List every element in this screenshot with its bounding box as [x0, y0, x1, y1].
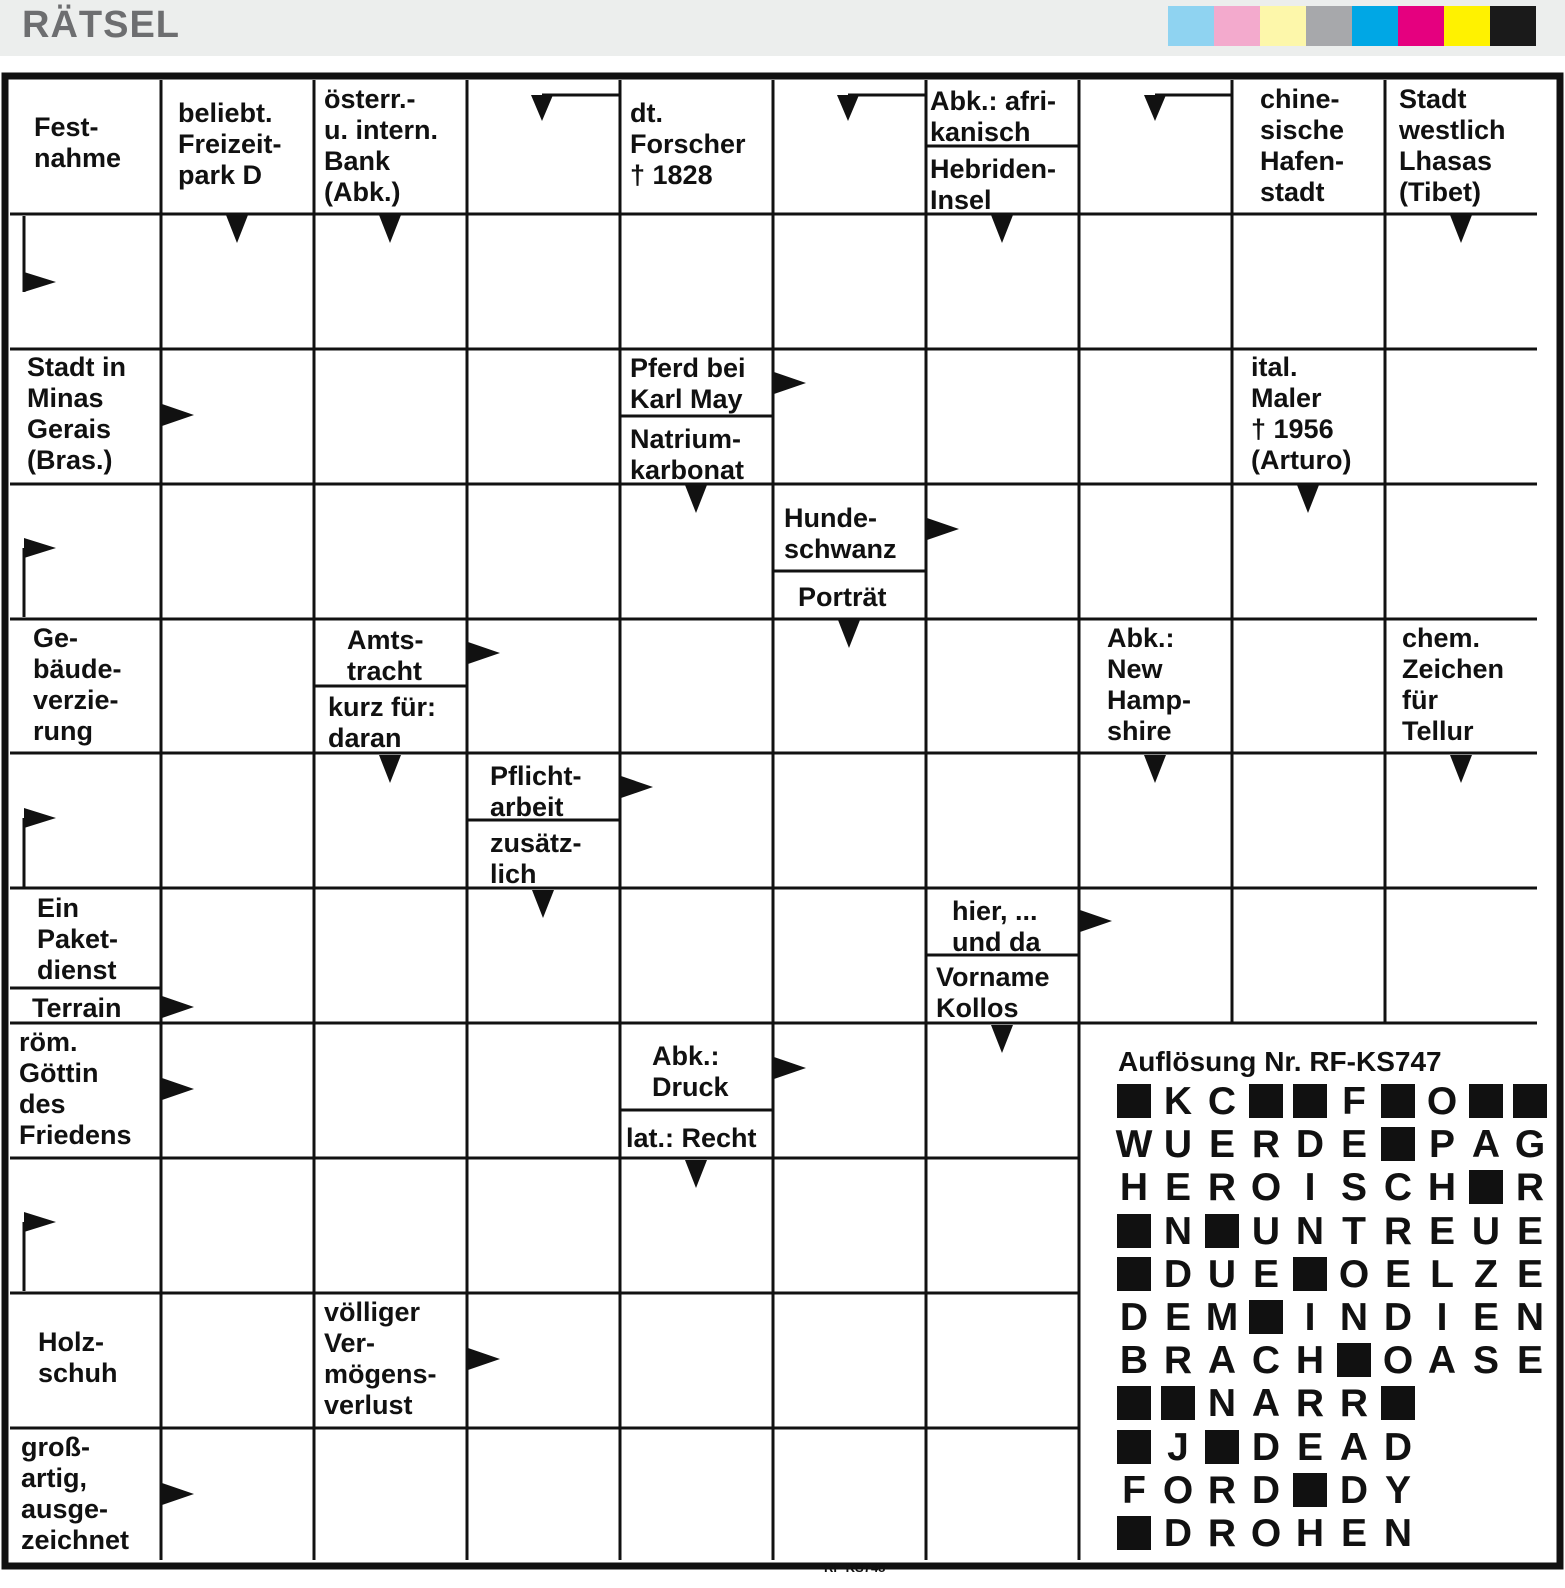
solution-block	[1337, 1343, 1371, 1377]
arrow-down-icon	[1144, 95, 1166, 121]
solution-block	[1117, 1214, 1151, 1248]
arrow-down-icon	[837, 95, 859, 121]
color-swatch	[1214, 6, 1260, 46]
clue-text: hier, ... und da	[952, 896, 1041, 957]
page-title: RÄTSEL	[22, 4, 180, 46]
solution-letter: U	[1163, 1123, 1193, 1167]
clue-text: Ge- bäude- verzie- rung	[33, 623, 122, 746]
solution-block	[1117, 1257, 1151, 1291]
solution-block	[1293, 1473, 1327, 1507]
solution-letter: R	[1295, 1382, 1325, 1426]
arrow-right-icon	[1080, 910, 1112, 932]
clue-text: chine- sische Hafen- stadt	[1260, 84, 1345, 207]
solution-block	[1513, 1084, 1547, 1118]
solution-row	[1112, 1341, 1552, 1381]
solution-letter: E	[1384, 1252, 1411, 1296]
solution-letter: E	[1472, 1296, 1499, 1339]
solution-letter: I	[1304, 1296, 1316, 1339]
arrow-right-icon	[774, 372, 806, 394]
solution-letter: H	[1295, 1512, 1325, 1555]
solution-letter: R	[1339, 1382, 1369, 1426]
solution-letter: D	[1251, 1425, 1281, 1469]
clue-text: beliebt. Freizeit- park D	[178, 98, 282, 190]
arrow-down-icon	[685, 485, 707, 513]
solution-letter: E	[1252, 1252, 1279, 1296]
solution-letter: A	[1471, 1123, 1501, 1167]
arrow-right-icon	[24, 272, 56, 292]
solution-letter: B	[1119, 1339, 1149, 1383]
solution-letter: Z	[1474, 1252, 1498, 1296]
arrow-down-icon	[685, 1160, 707, 1188]
solution-letter: U	[1471, 1209, 1501, 1253]
solution-block	[1469, 1170, 1503, 1204]
solution-letter: G	[1514, 1123, 1546, 1167]
clue-text: Vorname Kollos	[936, 962, 1050, 1023]
solution-letter: D	[1295, 1123, 1325, 1167]
solution-letter: U	[1207, 1252, 1237, 1296]
solution-letter: S	[1340, 1166, 1367, 1210]
arrow-down-icon	[991, 215, 1013, 243]
solution-letter: E	[1516, 1209, 1543, 1253]
solution-letter: R	[1207, 1468, 1237, 1512]
solution-letter: R	[1251, 1123, 1281, 1167]
puzzle-code: RF-KS748	[824, 1560, 886, 1575]
solution-block	[1249, 1084, 1283, 1118]
clue-text: ital. Maler † 1956 (Arturo)	[1251, 352, 1352, 475]
solution-letter: C	[1251, 1339, 1281, 1383]
solution-letter: R	[1207, 1512, 1237, 1555]
solution-block	[1205, 1430, 1239, 1464]
solution-letter: E	[1164, 1296, 1191, 1339]
color-swatch	[1306, 6, 1352, 46]
clue-text: Stadt westlich Lhasas (Tibet)	[1399, 84, 1506, 207]
solution-letter: C	[1207, 1080, 1237, 1123]
solution-block	[1249, 1300, 1283, 1334]
solution-letter: D	[1251, 1468, 1281, 1512]
clue-text: Porträt	[798, 582, 887, 612]
solution-letter: A	[1207, 1339, 1237, 1383]
clue-text: Abk.: New Hamp- shire	[1107, 623, 1192, 746]
solution-letter: P	[1428, 1123, 1455, 1167]
clue-text: Terrain	[32, 993, 122, 1023]
solution-letter: E	[1164, 1166, 1191, 1210]
arrow-down-icon	[1144, 755, 1166, 783]
solution-letter: N	[1515, 1296, 1545, 1339]
solution-letter: N	[1383, 1512, 1413, 1555]
clue-text: völliger Ver- mögens- verlust	[324, 1297, 437, 1420]
solution-letter: N	[1339, 1296, 1369, 1339]
solution-letter: R	[1515, 1166, 1545, 1210]
solution-letter: R	[1383, 1209, 1413, 1253]
solution-letter: D	[1119, 1296, 1149, 1339]
solution-letter: U	[1251, 1209, 1281, 1253]
solution-letter: A	[1251, 1382, 1281, 1426]
arrow-right-icon	[621, 776, 653, 798]
solution-block	[1117, 1084, 1151, 1118]
clue-text: Fest- nahme	[34, 112, 122, 173]
header-bar	[0, 0, 1565, 56]
arrow-down-icon	[838, 620, 860, 648]
solution-row	[1112, 1168, 1552, 1208]
color-swatch	[1444, 6, 1490, 46]
clue-text: Stadt in Minas Gerais (Bras.)	[27, 352, 126, 475]
arrow-down-icon	[226, 215, 248, 243]
solution-row	[1112, 1125, 1552, 1165]
solution-letter: E	[1516, 1339, 1543, 1383]
arrow-right-icon	[774, 1057, 806, 1079]
solution-block	[1161, 1386, 1195, 1420]
arrow-down-icon	[1450, 755, 1472, 783]
solution-letter: O	[1382, 1339, 1414, 1383]
solution-letter: D	[1383, 1425, 1413, 1469]
solution-letter: D	[1163, 1512, 1193, 1555]
solution-letter: T	[1342, 1209, 1366, 1253]
solution-letter: L	[1430, 1252, 1454, 1296]
solution-letter: I	[1436, 1296, 1448, 1339]
solution-row	[1112, 1514, 1420, 1554]
clue-text: Hunde- schwanz	[784, 503, 897, 564]
clue-text: Pflicht- arbeit	[490, 761, 582, 822]
clue-text: chem. Zeichen für Tellur	[1402, 623, 1505, 746]
arrow-right-icon	[24, 538, 56, 558]
solution-block	[1469, 1084, 1503, 1118]
solution-letter: W	[1115, 1123, 1153, 1167]
solution-letter: K	[1163, 1080, 1193, 1123]
solution-block	[1381, 1127, 1415, 1161]
solution-letter: D	[1383, 1296, 1413, 1339]
solution-block	[1293, 1257, 1327, 1291]
clue-text: Abk.: Druck	[652, 1041, 729, 1102]
solution-letter: E	[1340, 1512, 1367, 1555]
solution-row	[1112, 1384, 1420, 1424]
color-swatch	[1490, 6, 1536, 46]
clue-text: lat.: Recht	[626, 1123, 757, 1153]
arrow-down-icon	[1297, 485, 1319, 513]
solution-letter: E	[1428, 1209, 1455, 1253]
solution-letter: F	[1122, 1468, 1146, 1512]
solution-letter: A	[1427, 1339, 1457, 1383]
clue-text: röm. Göttin des Friedens	[19, 1027, 132, 1150]
clue-text: Amts- tracht	[347, 625, 424, 686]
arrow-down-icon	[531, 95, 553, 121]
solution-letter: O	[1338, 1252, 1370, 1296]
arrow-right-icon	[24, 1212, 56, 1232]
color-swatch	[1168, 6, 1214, 46]
solution-letter: M	[1205, 1296, 1239, 1339]
clue-text: Natrium- karbonat	[630, 424, 745, 485]
solution-row	[1112, 1425, 1420, 1469]
arrow-down-icon	[532, 890, 554, 918]
solution-block	[1117, 1386, 1151, 1420]
solution-letter: D	[1339, 1468, 1369, 1512]
solution-letter: C	[1383, 1166, 1413, 1210]
arrow-right-icon	[468, 642, 500, 664]
solution-block	[1293, 1084, 1327, 1118]
clue-text: kurz für: daran	[328, 692, 436, 753]
solution-row	[1112, 1209, 1552, 1253]
solution-block	[1117, 1430, 1151, 1464]
solution-letter: R	[1207, 1166, 1237, 1210]
solution-letter: F	[1342, 1080, 1366, 1123]
arrow-down-icon	[1450, 215, 1472, 243]
arrow-right-icon	[162, 1483, 194, 1505]
arrow-right-icon	[468, 1348, 500, 1370]
solution-block	[1117, 1516, 1151, 1550]
clue-text: Hebriden- Insel	[930, 154, 1057, 215]
solution-letter: R	[1163, 1339, 1193, 1383]
solution-row	[1112, 1298, 1552, 1338]
solution-letter: J	[1167, 1425, 1189, 1469]
arrow-right-icon	[162, 1078, 194, 1100]
solution-letter: I	[1304, 1166, 1316, 1210]
solution-letter: E	[1516, 1252, 1543, 1296]
solution-letter: O	[1426, 1080, 1458, 1123]
color-swatch	[1352, 6, 1398, 46]
arrow-down-icon	[991, 1025, 1013, 1053]
clue-text: zusätz- lich	[490, 828, 582, 889]
arrow-down-icon	[379, 215, 401, 243]
solution-row	[1112, 1252, 1552, 1296]
solution-row	[1112, 1082, 1552, 1122]
clue-text: groß- artig, ausge- zeichnet	[21, 1432, 130, 1555]
solution-block	[1381, 1084, 1415, 1118]
solution-letter: N	[1163, 1209, 1193, 1253]
solution-letter: N	[1295, 1209, 1325, 1253]
solution-block	[1205, 1214, 1239, 1248]
solution-letter: A	[1339, 1425, 1369, 1469]
solution-letter: S	[1472, 1339, 1499, 1383]
arrow-down-icon	[379, 755, 401, 783]
clue-text: Abk.: afri- kanisch	[930, 86, 1057, 147]
clue-text: Holz- schuh	[38, 1327, 118, 1388]
arrow-right-icon	[162, 996, 194, 1018]
arrow-right-icon	[927, 518, 959, 540]
solution-letter: E	[1296, 1425, 1323, 1469]
solution-letter: H	[1119, 1166, 1149, 1210]
solution-row	[1112, 1468, 1420, 1512]
color-swatch	[1260, 6, 1306, 46]
solution-title: Auflösung Nr. RF-KS747	[1118, 1046, 1442, 1077]
solution-letter: O	[1162, 1468, 1194, 1512]
clue-text: Ein Paket- dienst	[37, 893, 119, 985]
solution-letter: O	[1250, 1166, 1282, 1210]
solution-block	[1381, 1386, 1415, 1420]
arrow-right-icon	[24, 808, 56, 828]
solution-letter: N	[1207, 1382, 1237, 1426]
solution-letter: Y	[1384, 1468, 1411, 1512]
clue-text: dt. Forscher † 1828	[630, 98, 746, 190]
solution-letter: E	[1208, 1123, 1235, 1167]
solution-letter: E	[1340, 1123, 1367, 1167]
solution-letter: D	[1163, 1252, 1193, 1296]
solution-letter: H	[1295, 1339, 1325, 1383]
solution-letter: H	[1427, 1166, 1457, 1210]
color-swatch	[1398, 6, 1444, 46]
arrow-right-icon	[162, 404, 194, 426]
solution-letter: O	[1250, 1512, 1282, 1555]
clue-text: österr.- u. intern. Bank (Abk.)	[324, 84, 438, 207]
clue-text: Pferd bei Karl May	[630, 353, 746, 414]
